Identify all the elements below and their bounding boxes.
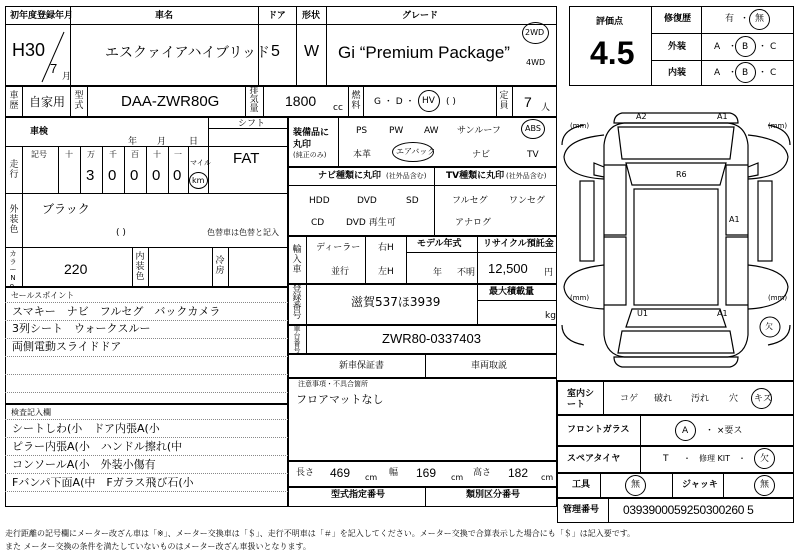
shift-label: シフト xyxy=(238,119,266,129)
door-label: ドア xyxy=(268,11,286,21)
sales-points-label: セールスポイント xyxy=(11,291,75,300)
equip-abs: ABS xyxy=(525,124,541,133)
exterior-label: 外装 xyxy=(668,42,687,52)
damage-a1-side: A1 xyxy=(729,215,740,224)
shift-value: FAT xyxy=(233,150,260,167)
notes-table xyxy=(288,378,557,461)
shape-label: 形状 xyxy=(302,11,321,21)
mileage-digit-5: 0 xyxy=(173,167,182,184)
damage-a1-rear: A1 xyxy=(717,309,728,318)
interior-check-burn: コゲ xyxy=(620,394,639,404)
ac-label: 冷房 xyxy=(215,256,225,276)
class-label: 類別区分番号 xyxy=(466,490,521,500)
inspection-year: 年 xyxy=(128,137,138,147)
dims-length-label: 長さ xyxy=(296,468,315,478)
cap-label: 定員 xyxy=(499,91,509,111)
equip-sunroof: サンルーフ xyxy=(457,126,501,136)
car-name-value: エスクァイアハイブリッド xyxy=(105,45,270,61)
import-parallel: 並行 xyxy=(331,267,350,277)
exterior-dot-2: ・ xyxy=(758,42,768,52)
footer-line-1: 走行距離の記号欄にメーター改ざん車は「※」、メーター交換車は「＄」、走行不明車は「＃」を記入してください。メーター交換で合算表示した場合にも「＄」は記入要です。 xyxy=(5,529,636,538)
exterior-c: C xyxy=(770,42,777,52)
inspector-line-4: Fバンパ下面A(中 Fガラス飛び石(小 xyxy=(12,476,194,489)
tire-mark-fl: (mm) xyxy=(570,122,590,130)
fuel-paren: ( ) xyxy=(446,97,456,107)
import-handle-right: 右H xyxy=(378,243,394,253)
model-year-unknown: 不明 xyxy=(457,268,476,278)
warranty-new-car: 新車保証書 xyxy=(339,361,385,371)
tv-sub: (社外品含む) xyxy=(506,172,547,180)
inspection-label: 車検 xyxy=(30,127,49,137)
fuel-hv: HV xyxy=(422,96,435,106)
footer-line-2: また メーター交換の条件を満たしていないものはメーター改ざん車扱いとなります。 xyxy=(5,542,311,551)
fuel-options: G ・ D ・ xyxy=(374,97,415,107)
mileage-mile: マイル xyxy=(190,159,211,167)
damage-ka: 欠 xyxy=(765,322,773,331)
equipment-sub: (純正のみ) xyxy=(293,151,327,159)
mileage-digit-4: 0 xyxy=(152,167,161,184)
interior-label: 内装 xyxy=(668,68,687,78)
interior-b: B xyxy=(742,68,749,78)
inspector-line-2: ピラー内張A(小 ハンドル擦れ(中 xyxy=(12,440,183,453)
color-no-label: カラーNo. xyxy=(9,250,17,290)
model-label: 型式 xyxy=(74,91,84,111)
use-value: 自家用 xyxy=(29,95,66,109)
mileage-km: km xyxy=(192,176,205,185)
repair-label: 修復歴 xyxy=(664,14,692,24)
cap-unit: 人 xyxy=(541,103,551,113)
inspection-month: 月 xyxy=(157,137,167,147)
jack-label: ジャッキ xyxy=(682,480,718,490)
car-diagram xyxy=(560,105,792,375)
interior-check-tear: 破れ xyxy=(654,394,673,404)
interior-color-label: 内装色 xyxy=(135,252,145,282)
inspector-line-1: シートしわ(小 ドア内張A(小 xyxy=(12,422,160,435)
equip-pw: PW xyxy=(389,126,404,136)
equip-ps: PS xyxy=(356,126,368,136)
management-value: 0393900059250300260 5 xyxy=(623,503,754,517)
inspector-label: 検査記入欄 xyxy=(11,408,51,417)
navi-label: ナビ種類に丸印 xyxy=(318,171,382,181)
grade-value: Gi “Premium Package” xyxy=(338,43,510,62)
reg-year-value: H30 xyxy=(12,40,46,60)
registration-value: 滋賀537ほ3939 xyxy=(351,295,441,309)
navi-dvd: DVD xyxy=(357,196,377,206)
dims-height: 182 xyxy=(508,466,529,480)
reg-month-unit: 月 xyxy=(62,72,72,82)
spare-tire-kit: ・ 修理 KIT ・ xyxy=(683,454,747,463)
drive-4wd: 4WD xyxy=(526,58,546,67)
grade-label: グレード xyxy=(402,11,439,21)
spare-tire-none: 欠 xyxy=(760,454,770,464)
dims-width-label: 幅 xyxy=(389,468,399,478)
spare-tire-t: T xyxy=(663,454,669,464)
damage-roof-note: R6 xyxy=(676,170,687,179)
max-load-kg: kg xyxy=(545,311,556,321)
score-value: 4.5 xyxy=(590,35,635,71)
exterior-b: B xyxy=(742,42,749,52)
inspection-day: 日 xyxy=(189,137,199,147)
max-load-label: 最大積載量 xyxy=(489,287,535,297)
score-label: 評価点 xyxy=(596,17,624,27)
tire-mark-rl: (mm) xyxy=(570,294,590,302)
color-note: 色替車は色替と記入 xyxy=(207,228,279,237)
jack-none: 無 xyxy=(760,480,770,490)
management-label: 管理番号 xyxy=(563,505,600,515)
mileage-unit-5: 一 xyxy=(174,150,182,159)
equipment-label: 装備品に丸印 xyxy=(293,128,330,150)
model-year-value: 年 xyxy=(433,268,443,278)
notes-text: フロアマットなし xyxy=(296,393,384,406)
mileage-sign-label: 記号 xyxy=(31,150,47,159)
interior-check-dirt: 汚れ xyxy=(691,394,710,404)
reg-month-value: 7 xyxy=(50,61,58,76)
registration-label: 登録番号 xyxy=(292,284,302,321)
mileage-unit-4: 十 xyxy=(153,150,161,159)
damage-a1-front: A1 xyxy=(717,112,728,121)
mileage-unit-3: 百 xyxy=(131,150,139,159)
drive-2wd: 2WD xyxy=(525,28,545,37)
import-dealer: ディーラー xyxy=(316,243,361,253)
damage-a2-front: A2 xyxy=(636,112,647,121)
model-value: DAA-ZWR80G xyxy=(121,93,220,110)
tv-analog: アナログ xyxy=(455,218,492,228)
color-paren: ( ) xyxy=(116,228,126,238)
recycle-label: リサイクル預託金 xyxy=(483,239,554,249)
color-no-value: 220 xyxy=(64,261,88,277)
mileage-digit-1: 3 xyxy=(86,167,95,184)
interior-dot-1: ・ xyxy=(728,68,738,78)
car-name-label: 車名 xyxy=(155,11,174,21)
dims-width: 169 xyxy=(416,466,437,480)
windshield-label: フロントガラス xyxy=(567,425,630,435)
shape-value: W xyxy=(304,43,320,60)
recycle-value: 12,500 xyxy=(488,261,528,276)
dims-height-cm: cm xyxy=(541,473,554,482)
interior-check-label: 室内シート xyxy=(567,389,595,410)
color-label: 外装色 xyxy=(9,205,19,235)
windshield-exchange: ・ ×要ス xyxy=(705,426,743,436)
dims-length-cm: cm xyxy=(365,473,378,482)
tire-mark-rr: (mm) xyxy=(768,294,788,302)
mileage-unit-2: 千 xyxy=(109,150,117,159)
exterior-dot-1: ・ xyxy=(728,42,738,52)
import-handle-left: 左H xyxy=(378,267,394,277)
use-label: 車歴 xyxy=(9,91,19,111)
cap-value: 7 xyxy=(524,94,532,110)
damage-u1: U1 xyxy=(637,309,648,318)
tools-none: 無 xyxy=(631,480,641,490)
mileage-digit-2: 0 xyxy=(108,167,117,184)
exterior-a: A xyxy=(714,42,721,52)
disp-value: 1800 xyxy=(285,93,317,109)
mileage-digit-3: 0 xyxy=(130,167,139,184)
tv-label: TV種類に丸印 xyxy=(446,171,505,181)
windshield-a: A xyxy=(682,426,689,436)
equip-tv: TV xyxy=(527,150,539,160)
navi-hdd: HDD xyxy=(309,196,330,206)
reg-year-label: 初年度登録年月 xyxy=(10,11,74,21)
mileage-label: 走行 xyxy=(9,160,19,180)
navi-sub: (社外品含む) xyxy=(386,172,427,180)
disp-label: 排気量 xyxy=(249,86,259,114)
dims-length: 469 xyxy=(330,466,351,480)
tv-fullseg: フルセグ xyxy=(452,196,488,206)
warranty-manual: 車両取説 xyxy=(471,361,508,371)
interior-check-scratch: キズ xyxy=(754,394,772,404)
repair-yes: 有 xyxy=(725,14,735,24)
disp-cc: cc xyxy=(333,103,343,113)
equip-leather: 本革 xyxy=(353,150,372,160)
dims-width-cm: cm xyxy=(451,473,464,482)
model-spec-label: 型式指定番号 xyxy=(331,490,386,500)
warranty-table xyxy=(288,354,557,378)
tire-mark-fr: (mm) xyxy=(768,122,788,130)
navi-dvd-play: DVD 再生可 xyxy=(346,218,396,228)
recycle-yen: 円 xyxy=(544,268,554,278)
mileage-unit-0: 十 xyxy=(65,150,73,159)
interior-a: A xyxy=(714,68,721,78)
tools-label: 工具 xyxy=(572,480,591,490)
navi-sd: SD xyxy=(406,196,419,206)
sales-line-1: スマキー ナビ フルセグ バックカメラ xyxy=(12,305,221,318)
notes-label: 注意事項・不具合箇所 xyxy=(298,380,368,388)
navi-cd: CD xyxy=(311,218,325,228)
tv-oneseg: ワンセグ xyxy=(509,196,546,206)
model-year-label: モデル年式 xyxy=(417,239,462,249)
interior-check-hole: 穴 xyxy=(729,394,739,404)
door-value: 5 xyxy=(271,43,280,60)
import-label: 輸入車 xyxy=(292,245,302,275)
equip-airbag: エアバック xyxy=(396,147,436,156)
equip-aw: AW xyxy=(424,126,439,136)
chassis-label: 車台番号 xyxy=(293,325,301,354)
interior-dot-2: ・ xyxy=(758,68,768,78)
inspector-line-3: コンソールA(小 外装小傷有 xyxy=(12,458,156,471)
interior-c: C xyxy=(770,68,777,78)
sales-line-2: 3列シート ウォークスルー xyxy=(12,322,151,335)
repair-none: 無 xyxy=(755,14,765,24)
dims-height-label: 高さ xyxy=(473,468,492,478)
mileage-unit-1: 万 xyxy=(87,150,95,159)
repair-dot: ・ xyxy=(740,14,750,24)
color-value: ブラック xyxy=(42,202,90,216)
sales-line-3: 両側電動スライドドア xyxy=(12,340,122,353)
spare-tire-label: スペアタイヤ xyxy=(567,454,621,464)
equip-navi: ナビ xyxy=(472,150,491,160)
chassis-value: ZWR80-0337403 xyxy=(382,331,481,346)
fuel-label: 燃料 xyxy=(351,91,361,111)
